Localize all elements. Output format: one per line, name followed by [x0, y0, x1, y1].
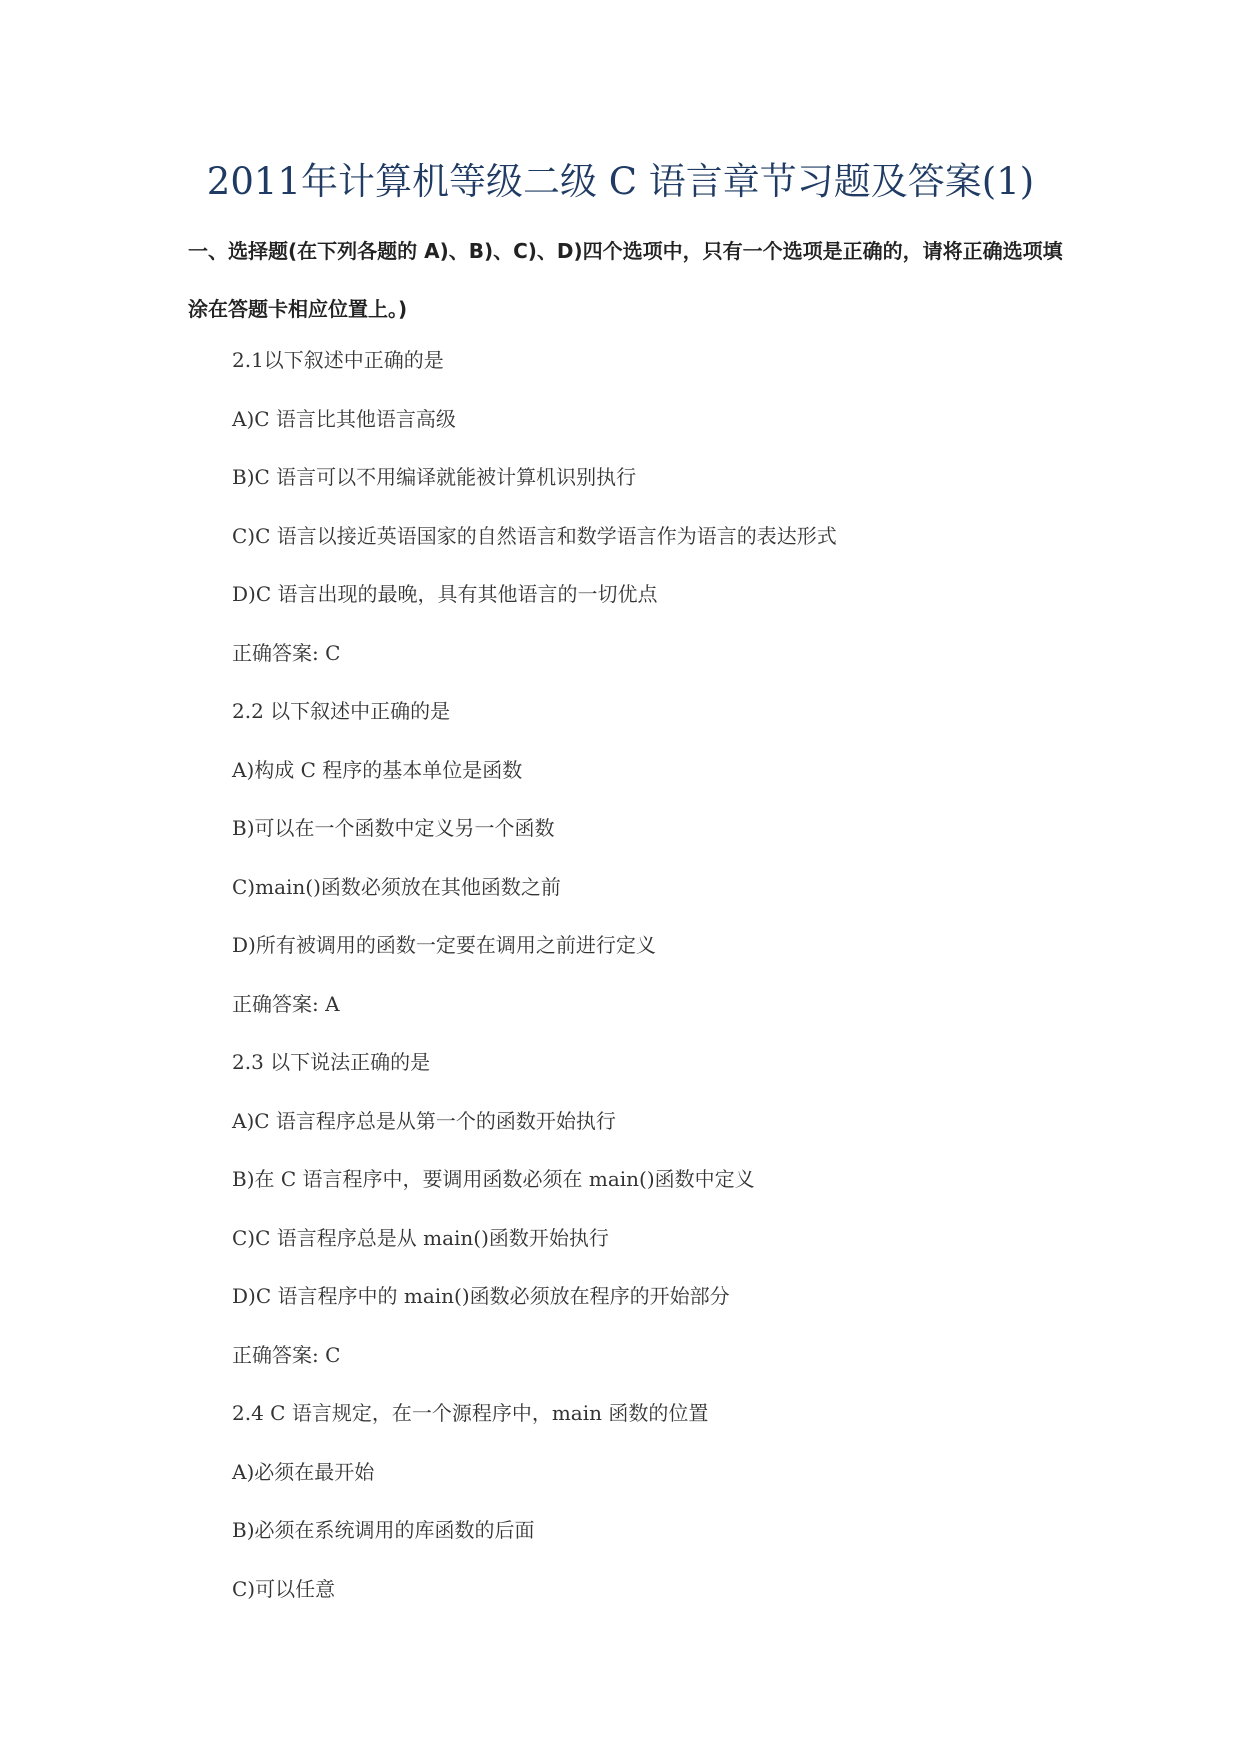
question-2-3-option-b: B)在 C 语言程序中，要调用函数必须在 main()函数中定义: [232, 1167, 755, 1191]
question-list: [232, 345, 1072, 1632]
question-2-2-option-c: C)main()函数必须放在其他函数之前: [232, 874, 561, 899]
question-2-1-option-c: C)C 语言以接近英语国家的自然语言和数学语言作为语言的表达形式: [232, 523, 837, 548]
question-2-2-option-d: D)所有被调用的函数一定要在调用之前进行定义: [232, 933, 656, 957]
question-2-1-stem: 2.1以下叙述中正确的是: [232, 348, 444, 372]
question-2-1-answer: 正确答案: C: [232, 640, 341, 665]
question-2-4-stem: 2.4 C 语言规定，在一个源程序中，main 函数的位置: [232, 1401, 709, 1425]
question-2-3-answer: 正确答案: C: [232, 1342, 341, 1367]
question-2-3-stem: 2.3 以下说法正确的是: [232, 1050, 431, 1074]
question-2-2-option-b: B)可以在一个函数中定义另一个函数: [232, 816, 555, 840]
question-2-2-stem: 2.2 以下叙述中正确的是: [232, 699, 451, 723]
question-2-3-option-a: A)C 语言程序总是从第一个的函数开始执行: [232, 1108, 616, 1133]
question-2-4-option-c: C)可以任意: [232, 1576, 336, 1601]
question-2-1-option-b: B)C 语言可以不用编译就能被计算机识别执行: [232, 465, 637, 489]
question-2-3-option-d: D)C 语言程序中的 main()函数必须放在程序的开始部分: [232, 1284, 730, 1308]
question-2-2-answer: 正确答案: A: [232, 991, 340, 1016]
question-2-1-option-a: A)C 语言比其他语言高级: [232, 406, 456, 431]
question-2-2-option-a: A)构成 C 程序的基本单位是函数: [232, 757, 523, 782]
page-title: 2011年计算机等级二级 C 语言章节习题及答案(1): [206, 160, 1035, 203]
question-2-3-option-c: C)C 语言程序总是从 main()函数开始执行: [232, 1225, 609, 1250]
section-intro: 一、选择题(在下列各题的 A)、B)、C)、D)四个选项中，只有一个选项是正确的，请将正确选项填涂在答题卡相应位置上。): [188, 239, 1063, 321]
question-2-4-option-a: A)必须在最开始: [232, 1459, 375, 1484]
question-2-1-option-d: D)C 语言出现的最晚，具有其他语言的一切优点: [232, 582, 658, 606]
question-2-4-option-b: B)必须在系统调用的库函数的后面: [232, 1518, 535, 1542]
